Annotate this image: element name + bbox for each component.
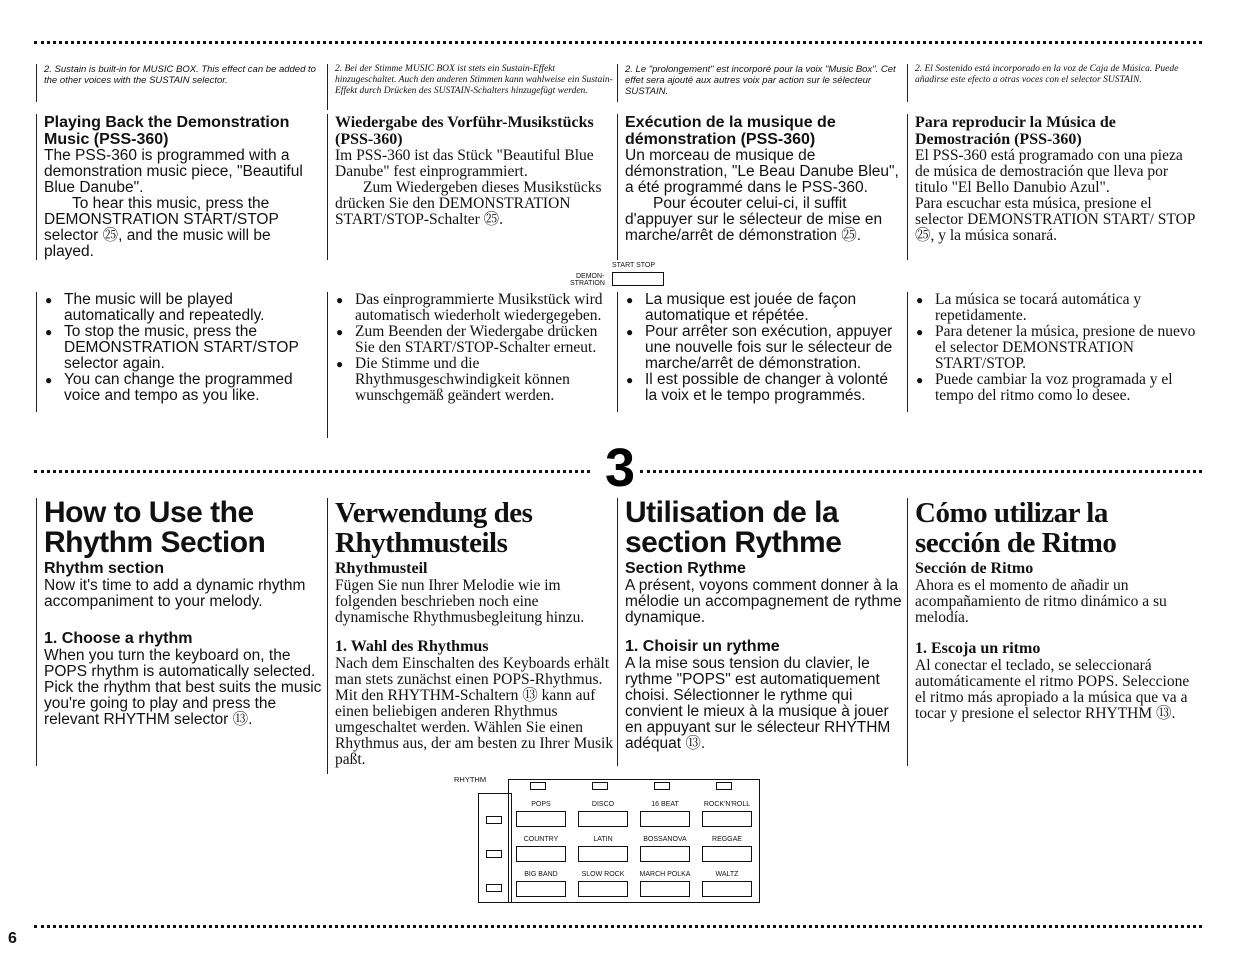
bottom-dotted-rule: [34, 925, 1202, 928]
rhythm-label-bossanova: BOSSANOVA: [643, 836, 687, 843]
rhythm-panel-label: RHYTHM: [454, 775, 487, 784]
rhythm-label-16beat: 16 BEAT: [651, 801, 679, 808]
rhythm-section-es: [907, 498, 1197, 766]
demo-para1-es: El PSS-360 está programado con una pieza de música de demostración que lleva por titulo "El Bello Danubio Azul".: [915, 147, 1183, 196]
rhythm-button-country: [516, 846, 566, 862]
rhythm-title-fr-line1: Utilisation de la: [625, 496, 839, 529]
bullet-item: ● Il est possible de changer à volonté la voix et le tempo programmés.: [625, 372, 903, 404]
note-col-es: [907, 64, 1197, 102]
rhythm-section-fr: [617, 498, 903, 766]
rhythm-step-heading-fr: 1. Choisir un rythme: [625, 638, 780, 655]
sustain-note-es: 2. El Sostenido está incorporado en la voz de Caja de Música. Puede añadirse este efecto a otras voces con el selector SUSTAIN.: [915, 64, 1179, 85]
top-dotted-rule: [34, 41, 1202, 44]
rhythm-panel-illustration: [452, 775, 762, 905]
demo-switch-top-label: START STOP: [612, 262, 656, 269]
rhythm-led-indicator: [716, 782, 732, 790]
rhythm-section-de: [327, 498, 615, 774]
rhythm-row-led-indicator: [486, 816, 502, 824]
demo-para2-de: Zum Wiedergeben dieses Musikstücks drücken Sie den DEMONSTRATION START/STOP-Schalter ㉕.: [335, 179, 602, 228]
rhythm-row-led-indicator: [486, 884, 502, 892]
rhythm-title-es-line1: Cómo utilizar la: [915, 497, 1108, 529]
demo-para2-fr: Pour écouter celui-ci, il suffit d'appuyer sur le sélecteur de mise en marche/arrêt de démonstration ㉕.: [625, 195, 883, 244]
demo-section-es: [907, 114, 1197, 260]
note-col-de: [327, 64, 615, 110]
bullet-item: ● La música se tocará automática y repetidamente.: [915, 292, 1197, 324]
rhythm-intro-en: Now it's time to add a dynamic rhythm accompaniment to your melody.: [44, 577, 306, 610]
chapter-number-graphic: [598, 440, 642, 492]
rhythm-label-pops: POPS: [531, 801, 551, 808]
rhythm-subhead-de: Rhythmusteil: [335, 560, 428, 577]
rhythm-led-indicator: [654, 782, 670, 790]
rhythm-label-slowrock: SLOW ROCK: [581, 871, 625, 878]
demo-heading-fr: Exécution de la musique de démonstration (PSS-360): [625, 114, 836, 148]
bullets-fr: [617, 292, 903, 412]
rhythm-label-country: COUNTRY: [523, 836, 559, 843]
rhythm-button-disco: [578, 811, 628, 827]
bullets-de: [327, 292, 615, 438]
demo-switch-button: [612, 272, 664, 286]
middle-dotted-rule-left: [34, 470, 590, 473]
rhythm-button-latin: [578, 846, 628, 862]
rhythm-subhead-en: Rhythm section: [44, 560, 165, 577]
rhythm-button-pops: [516, 811, 566, 827]
bullet-item: ● Para detener la música, presione de nuevo el selector DEMONSTRATION START/STOP.: [915, 324, 1197, 372]
chapter-number: 3: [604, 440, 636, 492]
middle-dotted-rule-right: [640, 470, 1202, 473]
rhythm-label-latin: LATIN: [593, 836, 613, 843]
demo-switch-side-label-2: STRATION: [570, 280, 605, 287]
demo-switch-side-label-1: DEMON-: [576, 273, 605, 280]
sustain-note-de: 2. Bei der Stimme MUSIC BOX ist stets ein Sustain-Effekt hinzugeschaltet. Auch den anderen Stimmen kann wahlweise ein Sustain-Effekt durch Drücken des SUSTAIN-Schalters hinzugefügt werden.: [335, 64, 613, 96]
rhythm-step-text-fr: A la mise sous tension du clavier, le rythme "POPS" est automatiquement choisi. Sélectionner le rythme qui convient le mieux à la musique à jouer en appuyant sur le sélecteur RHYTHM adéquat ⑬.: [625, 655, 891, 752]
rhythm-row-led-indicator: [486, 850, 502, 858]
rhythm-title-de-line1: Verwendung des: [335, 497, 533, 529]
rhythm-button-slowrock: [578, 881, 628, 897]
rhythm-button-reggae: [702, 846, 752, 862]
sustain-note-fr: 2. Le "prolongement" est incorporé pour la voix "Music Box". Cet effet sera ajouté aux autres voix par action sur le sélecteur SUSTAIN.: [625, 64, 896, 97]
demo-para1-en: The PSS-360 is programmed with a demonstration music piece, "Beautiful Blue Danube".: [44, 147, 303, 196]
bullets-es: [907, 292, 1197, 412]
rhythm-step-heading-es: 1. Escoja un ritmo: [915, 640, 1041, 657]
bullet-item: ● Die Stimme und die Rhythmusgeschwindigkeit können wunschgemäß geändert werden.: [335, 356, 615, 404]
bullet-item: ● You can change the programmed voice and tempo as you like.: [44, 372, 324, 404]
bullet-item: ● La musique est jouée de façon automatique et répétée.: [625, 292, 903, 324]
bullet-item: ● Puede cambiar la voz programada y el tempo del ritmo como lo desee.: [915, 372, 1197, 404]
rhythm-led-indicator: [592, 782, 608, 790]
rhythm-title-de-line2: Rhythmusteils: [335, 527, 508, 559]
rhythm-label-reggae: REGGAE: [712, 836, 742, 843]
rhythm-label-disco: DISCO: [591, 801, 615, 808]
rhythm-led-indicator: [530, 782, 546, 790]
rhythm-intro-de: Fügen Sie nun Ihrer Melodie wie im folgenden beschrieben noch eine dynamische Rhythmusbegleitung hinzu.: [335, 577, 585, 626]
sustain-note-en: 2. Sustain is built-in for MUSIC BOX. This effect can be added to the other voices with the SUSTAIN selector.: [44, 64, 316, 86]
rhythm-title-en-line2: Rhythm Section: [44, 526, 266, 559]
bullet-item: ● To stop the music, press the DEMONSTRATION START/STOP selector again.: [44, 324, 324, 372]
demo-section-en: [36, 114, 324, 260]
note-col-en: [36, 64, 324, 102]
rhythm-step-text-de: Nach dem Einschalten des Keyboards erhält man stets zunächst einen POPS-Rhythmus. Mit den RHYTHM-Schaltern ⑬ kann auf einen beliebigen anderen Rhythmus umgeschaltet werden. Wählen Sie einen Rhythmus aus, der am besten zu Ihrer Musik paßt.: [335, 655, 614, 768]
page-number: 6: [8, 930, 17, 947]
rhythm-button-bigband: [516, 881, 566, 897]
bullet-item: ● Zum Beenden der Wiedergabe drücken Sie den START/STOP-Schalter erneut.: [335, 324, 615, 356]
rhythm-button-waltz: [702, 881, 752, 897]
demo-section-de: [327, 114, 615, 260]
rhythm-button-marchpolka: [640, 881, 690, 897]
rhythm-title-es-line2: sección de Ritmo: [915, 527, 1117, 559]
rhythm-title-fr-line2: section Rythme: [625, 526, 842, 559]
rhythm-intro-es: Ahora es el momento de añadir un acompañamiento de ritmo dinámico a su melodía.: [915, 577, 1167, 626]
rhythm-button-16beat: [640, 811, 690, 827]
rhythm-subhead-fr: Section Rythme: [625, 560, 746, 577]
rhythm-subhead-es: Sección de Ritmo: [915, 560, 1034, 577]
rhythm-intro-fr: A présent, voyons comment donner à la mélodie un accompagnement de rythme dynamique.: [625, 577, 902, 626]
demo-para1-fr: Un morceau de musique de démonstration, "Le Beau Danube Bleu", a été programmé dans le PSS-360.: [625, 147, 899, 196]
rhythm-button-rocknroll: [702, 811, 752, 827]
rhythm-section-en: [36, 498, 324, 766]
rhythm-title-en-line1: How to Use the: [44, 496, 254, 529]
rhythm-step-text-es: Al conectar el teclado, se seleccionará automáticamente el ritmo POPS. Seleccione el ritmo más apropiado a la música que va a tocar y presione el selector RHYTHM ⑬.: [915, 657, 1190, 722]
bullets-en: [36, 292, 324, 412]
demo-para2-en: To hear this music, press the DEMONSTRATION START/STOP selector ㉕, and the music will be played.: [44, 195, 279, 260]
bullet-item: ● Das einprogrammierte Musikstück wird automatisch wiederholt wiedergegeben.: [335, 292, 615, 324]
bullet-item: ● The music will be played automatically and repeatedly.: [44, 292, 324, 324]
demo-section-fr: [617, 114, 903, 260]
demo-heading-de: Wiedergabe des Vorführ-Musikstücks (PSS-360): [335, 114, 594, 148]
rhythm-step-heading-de: 1. Wahl des Rhythmus: [335, 638, 489, 655]
bullet-item: ● Pour arrêter son exécution, appuyer une nouvelle fois sur le sélecteur de marche/arrêt de démonstration.: [625, 324, 903, 372]
rhythm-step-heading-en: 1. Choose a rhythm: [44, 630, 193, 647]
demo-heading-es: Para reproducir la Música de Demostración (PSS-360): [915, 114, 1116, 148]
rhythm-step-text-en: When you turn the keyboard on, the POPS rhythm is automatically selected. Pick the rhythm that best suits the music you're going to play and press the relevant RHYTHM selector ⑬.: [44, 647, 322, 728]
rhythm-label-waltz: WALTZ: [715, 871, 739, 878]
demo-para2-es: Para escuchar esta música, presione el selector DEMONSTRATION START/ STOP ㉕, y la música sonará.: [915, 195, 1195, 244]
rhythm-label-marchpolka: MARCH POLKA: [639, 871, 691, 878]
rhythm-label-bigband: BIG BAND: [524, 871, 558, 878]
demo-para1-de: Im PSS-360 ist das Stück "Beautiful Blue Danube" fest einprogrammiert.: [335, 147, 594, 180]
note-col-fr: [617, 64, 903, 102]
rhythm-label-rocknroll: ROCK'N'ROLL: [703, 801, 751, 808]
demo-heading-en: Playing Back the Demonstration Music (PSS-360): [44, 114, 290, 148]
rhythm-button-bossanova: [640, 846, 690, 862]
